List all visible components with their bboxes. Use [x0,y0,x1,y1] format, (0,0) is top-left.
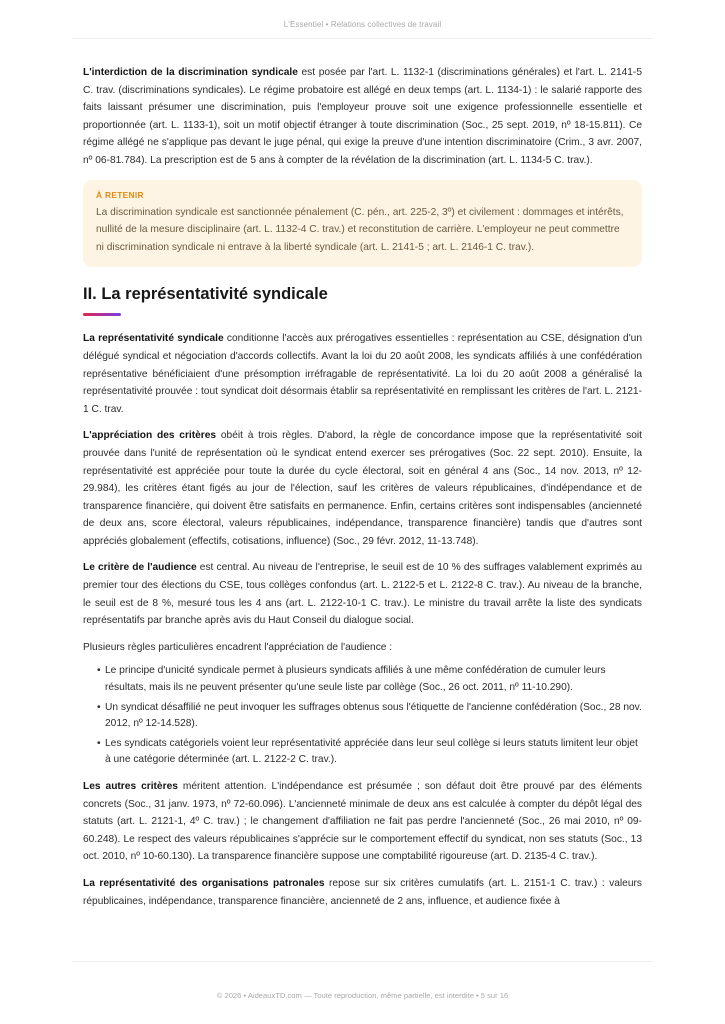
paragraph-autres-criteres [83,778,642,866]
list-item [97,663,642,696]
list-item-text: Un syndicat désaffilié ne peut invoquer les suffrages obtenus sous l'étiquette de l'ancienne confédération (Soc., 28 nov. 2012, nº 12-14.528). [105,701,642,730]
paragraph-appreciation [83,427,642,550]
paragraph-text: méritent attention. L'indépendance est présumée ; son défaut doit être prouvé par des éléments concrets (Soc., 31 janv. 1973, nº 72-60.096). L'ancienneté minimale de deux ans est calculée à compter du dépôt légal des statuts (art. L. 2121-1, 4º C. trav.) ; le changement d'affiliation ne fait pas perdre l'ancienneté (Soc., 26 mai 2010, nº 09-60.248). Le respect des valeurs républicaines s'apprécie sur le comportement effectif du syndicat, non ses statuts (Soc., 13 oct. 2010, nº 10-60.130). La transparence financière suppose une comptabilité rigoureuse (art. D. 2135-4 C. trav.). [83,781,642,863]
callout-text: La discrimination syndicale est sanctionnée pénalement (C. pén., art. 225-2, 3º) et civilement : dommages et intérêts, nullité de la mesure disciplinaire (art. L. 1132-4 C. trav.) et reconstitution de carrière. L'employeur ne peut commettre ni discrimination syndicale ni entrave à la liberté syndicale (art. L. 2141-5 ; art. L. 2146-1 C. trav.). [96,206,624,253]
paragraph-text: repose sur six critères cumulatifs (art. L. 2151-1 C. trav.) : valeurs républicaines, indépendance, transparence financière, ancienneté de 2 ans, influence, et audience fixée à [83,877,642,907]
section-title-underline [83,313,121,316]
paragraph-lead: Les autres critères [83,781,178,792]
rules-list [97,663,642,769]
page-footer: © 2026 • AideauxTD.com — Toute reproduction, même partielle, est interdite • 5 sur 16 [216,991,509,1000]
paragraph-text: est central. Au niveau de l'entreprise, le seuil est de 10 % des suffrages valablement exprimés au premier tour des élections du CSE, tous collèges confondus (art. L. 2122-5 et L. 2122-8 C. trav.). Au niveau de la branche, le seuil est de 8 %, mesuré tous les 4 ans (art. L. 2122-10-1 C. trav.). Le ministre du travail arrête la liste des syndicats représentatifs par branche après avis du Haut Conseil du dialogue social. [83,562,642,627]
intro-text: est posée par l'art. L. 1132-1 (discriminations générales) et l'art. L. 2141-5 C. trav. (discriminations syndicales). Le régime probatoire est allégé en deux temps (art. L. 1134-1) : le salarié rapporte des faits laissant présumer une discrimination, puis l'employeur prouve soit une exigence professionnelle essentielle et proportionnée (art. L. 1133-1), soit un motif objectif étranger à toute discrimination (Soc., 25 sept. 2019, nº 18-15.811). Ce régime allégé ne s'applique pas devant le juge pénal, qui exige la preuve d'une intention discriminatoire (Crim., 3 avr. 2007, nº 06-81.784). La prescription est de 5 ans à compter de la révélation de la discrimination (art. L. 1134-5 C. trav.). [83,67,642,166]
paragraph-audience [83,559,642,629]
running-header: L'Essentiel • Relations collectives de travail [283,20,442,29]
callout-title: À RETENIR [96,189,144,200]
intro-paragraph [83,64,642,170]
list-item [97,700,642,733]
paragraph-lead: L'appréciation des critères [83,430,217,442]
page-content [83,64,642,919]
bullet-dot: • [97,701,101,713]
paragraph-regles-intro [83,639,642,657]
section-title: II. La représentativité syndicale [83,285,328,304]
paragraph-representativite [83,330,642,418]
list-item-text: Les syndicats catégoriels voient leur représentativité appréciée dans leur seul collège si leurs statuts limitent leur objet à une catégorie déterminée (art. L. 2122-2 C. trav.). [105,737,638,766]
paragraph-lead: La représentativité des organisations patronales [83,877,325,889]
list-item [97,736,642,769]
retain-callout [83,180,642,268]
list-item-text: Le principe d'unicité syndicale permet à plusieurs syndicats affiliés à une même confédération de cumuler leurs résultats, mais ils ne peuvent présenter qu'une seule liste par collège (Soc., 26 oct. 2011, nº 11-10.290). [105,665,606,694]
bullet-dot: • [97,737,101,749]
paragraph-text: Plusieurs règles particulières encadrent l'appréciation de l'audience : [83,641,393,653]
intro-lead: L'interdiction de la discrimination syndicale [83,67,298,78]
footer-divider [72,961,653,962]
paragraph-text: obéit à trois règles. D'abord, la règle de concordance impose que la représentativité soit prouvée dans l'unité de représentation où le syndicat entend exercer ses prérogatives (Soc. 22 sept. 2010). Ensuite, la représentativité est appréciée pour toute la durée du cycle électoral, soit en général 4 ans (Soc., 14 nov. 2013, nº 12-29.984), les critères étant figés au jour de l'élection, sauf les critères de valeurs républicaines, d'indépendance et de transparence financière, qui doivent être satisfaits en permanence. Enfin, certains critères sont indispensables (ancienneté de deux ans, score électoral, valeurs républicaines, indépendance, transparence financière) tandis que d'autres sont appréciés globalement (effectifs, cotisations, influence) (Soc., 29 févr. 2012, 11-13.748). [83,430,642,547]
paragraph-text: conditionne l'accès aux prérogatives essentielles : représentation au CSE, désignation d'un délégué syndical et négociation d'accords collectifs. Avant la loi du 20 août 2008, les syndicats affiliés à une confédération représentative bénéficiaient d'une présomption irréfragable de représentativité. La loi du 20 août 2008 a généralisé la représentativité prouvée : tout syndicat doit désormais établir sa représentativité en remplissant les critères de l'art. L. 2121-1 C. trav. [83,333,642,415]
paragraph-patronales [83,875,642,910]
paragraph-lead: Le critère de l'audience [83,562,197,574]
bullet-dot: • [97,665,101,677]
header-divider [72,38,653,39]
paragraph-lead: La représentativité syndicale [83,333,224,345]
